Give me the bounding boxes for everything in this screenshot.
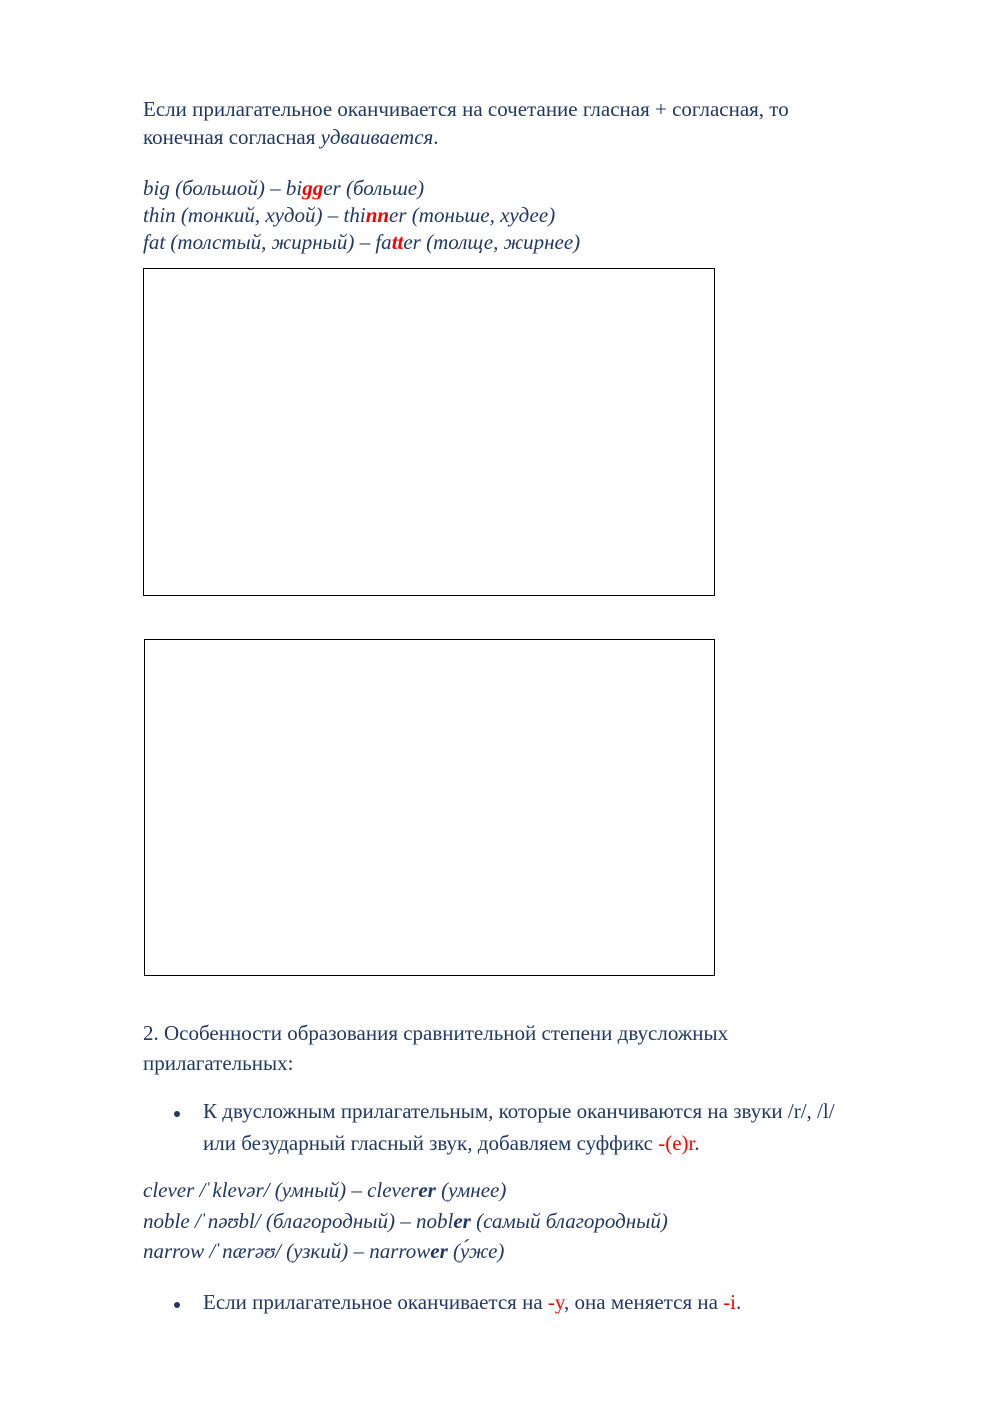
example-big: big (большой) – bigger (больше) [143, 176, 425, 200]
example-thin: thin (тонкий, худой) – thinner (тоньше, худее) [143, 203, 556, 227]
doubled-letters: nn [365, 203, 390, 227]
rule-text-line-2: конечная согласная удваивается. [143, 125, 439, 149]
bullet-1-line-2: или безударный гласный звук, добавляем суффикс -(e)r. [203, 1131, 700, 1155]
emphasis-doubles: удваивается [320, 125, 434, 149]
suffix-er: -(e)r [658, 1131, 695, 1155]
doubled-letters: tt [391, 230, 404, 254]
bullet-icon [174, 1302, 180, 1308]
example-noble: noble /ˈnəʊbl/ (благородный) – nobler (самый благородный) [143, 1209, 668, 1233]
answer-box-1[interactable] [143, 268, 715, 596]
example-fat: fat (толстый, жирный) – fatter (толще, жирнее) [143, 230, 581, 254]
rule-text-line-1: Если прилагательное оканчивается на сочетание гласная + согласная, то [143, 97, 789, 121]
bullet-icon [174, 1111, 180, 1117]
doubled-letters: gg [302, 176, 324, 200]
suffix-i: -i [723, 1290, 736, 1314]
bullet-1-line-1: К двусложным прилагательным, которые оканчиваются на звуки /r/, /l/ [203, 1099, 835, 1123]
bullet-2-line: Если прилагательное оканчивается на -y, она меняется на -i. [203, 1290, 742, 1314]
example-clever: clever /ˈklevər/ (умный) – cleverer (умнее) [143, 1178, 507, 1202]
suffix-y: -y [547, 1290, 565, 1314]
answer-box-2[interactable] [144, 639, 715, 976]
example-narrow: narrow /ˈnærəʊ/ (узкий) – narrower (у́же) [143, 1239, 505, 1263]
section-2-heading-line-1: 2. Особенности образования сравнительной степени двусложных [143, 1021, 729, 1045]
section-2-heading-line-2: прилагательных: [143, 1051, 294, 1075]
